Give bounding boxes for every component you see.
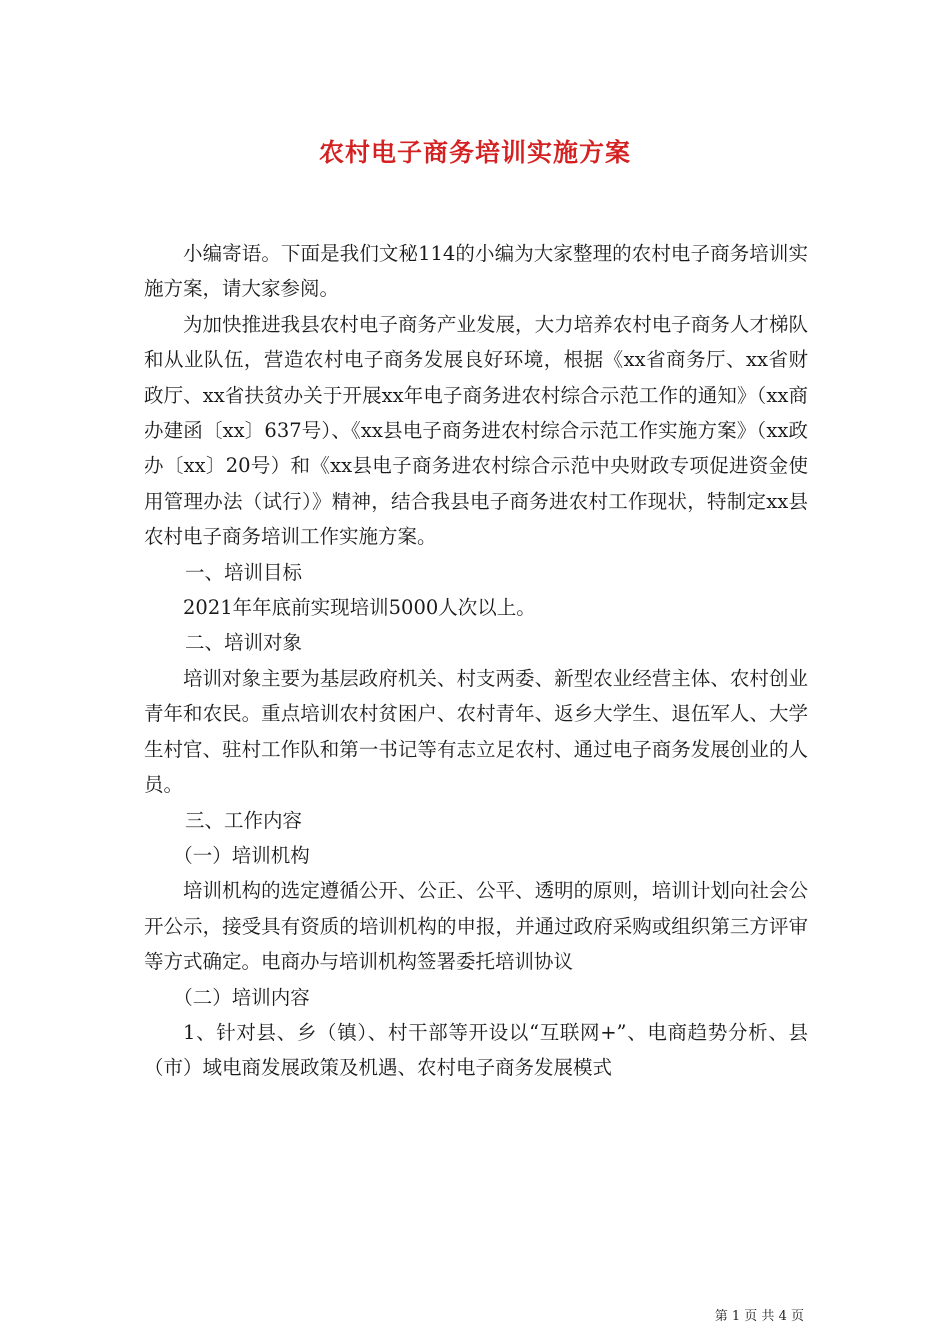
subheading-training-institution: （一）培训机构 <box>173 843 310 867</box>
heading-training-goal: 一、培训目标 <box>184 560 302 584</box>
document-body <box>144 236 808 1086</box>
document-title: 农村电子商务培训实施方案 <box>318 138 631 167</box>
page-suffix: 页 <box>790 1309 804 1324</box>
paragraph-training-institution: 培训机构的选定遵循公开、公正、公平、透明的原则，培训计划向社会公开公示，接受具有资质的培训机构的申报，并通过政府采购或组织第三方评审等方式确定。电商办与培训机构签署委托培训协议 <box>144 879 808 974</box>
page-prefix: 第 <box>714 1309 728 1324</box>
page-total: 4 <box>778 1309 787 1324</box>
subheading-training-content: （二）培训内容 <box>173 985 310 1009</box>
paragraph-training-target: 培训对象主要为基层政府机关、村支两委、新型农业经营主体、农村创业青年和农民。重点培训农村贫困户、农村青年、返乡大学生、退伍军人、大学生村官、驻村工作队和第一书记等有志立足农村、通过电子商务发展创业的人员。 <box>144 666 808 797</box>
page-current: 1 <box>731 1309 741 1324</box>
page-number-footer <box>715 1305 804 1324</box>
heading-training-target: 二、培训对象 <box>184 631 302 655</box>
paragraph-training-content-1: 1、针对县、乡（镇）、村干部等开设以“互联网+”、电商趋势分析、县（市）域电商发展政策及机遇、农村电子商务发展模式 <box>144 1020 808 1080</box>
paragraph-intro: 小编寄语。下面是我们文秘114的小编为大家整理的农村电子商务培训实施方案，请大家参阅。 <box>144 242 808 301</box>
heading-work-content: 三、工作内容 <box>184 808 302 832</box>
paragraph-background: 为加快推进我县农村电子商务产业发展，大力培养农村电子商务人才梯队和从业队伍，营造农村电子商务发展良好环境，根据《xx省商务厅、xx省财政厅、xx省扶贫办关于开展xx年电子商务进农村综合示范工作的通知》（xx商办建函〔xx〕637号）、《xx县电子商务进农村综合示范工作实施方案》（xx政办〔xx〕20号）和《xx县电子商务进农村综合示范中央财政专项促进资金使用管理办法（试行）》精神，结合我县电子商务进农村工作现状，特制定xx县农村电子商务培训工作实施方案。 <box>144 312 808 549</box>
page-mid: 页 共 <box>744 1309 775 1324</box>
paragraph-training-goal: 2021年年底前实现培训5000人次以上。 <box>183 596 536 620</box>
